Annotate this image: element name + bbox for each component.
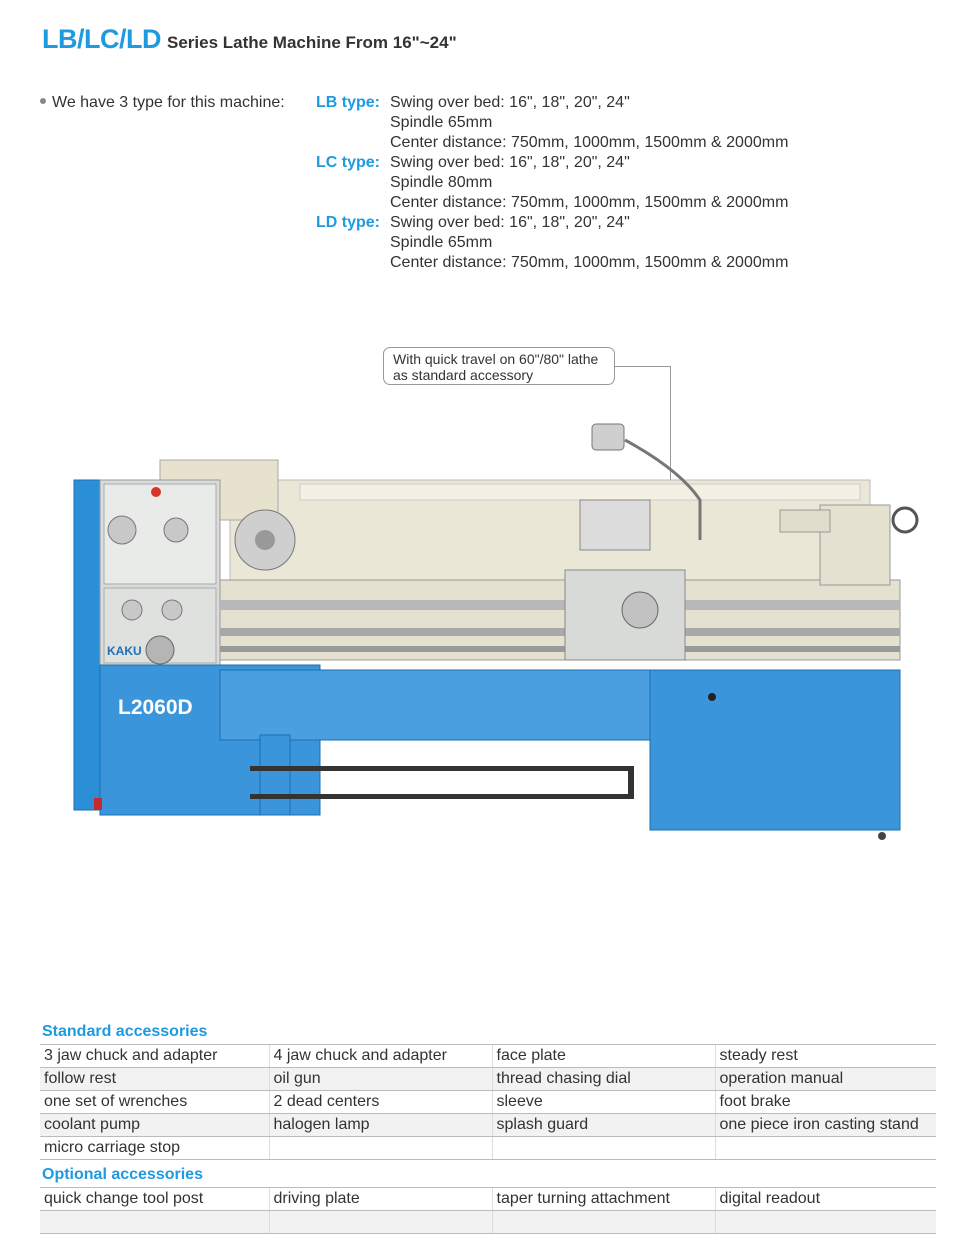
type-center: Center distance: 750mm, 1000mm, 1500mm & 2000mm [390, 194, 789, 211]
callout-line2: as standard accessory [393, 367, 534, 383]
table-cell [492, 1211, 715, 1234]
table-cell [40, 1211, 269, 1234]
table-cell: follow rest [40, 1068, 269, 1091]
table-row [40, 1211, 936, 1234]
table-cell: micro carriage stop [40, 1137, 269, 1160]
optional-accessories-table [40, 1187, 936, 1234]
table-row [40, 1068, 936, 1091]
type-spindle: Spindle 65mm [390, 114, 493, 131]
table-cell: one piece iron casting stand [715, 1114, 936, 1137]
table-cell: quick change tool post [40, 1188, 269, 1211]
type-swing: Swing over bed: 16", 18", 20", 24" [390, 94, 630, 111]
table-cell: coolant pump [40, 1114, 269, 1137]
table-cell: sleeve [492, 1091, 715, 1114]
standard-accessories-title: Standard accessories [42, 1023, 208, 1040]
type-name: LD type: [316, 214, 380, 231]
table-cell: operation manual [715, 1068, 936, 1091]
type-center: Center distance: 750mm, 1000mm, 1500mm & 2000mm [390, 254, 789, 271]
table-cell: 4 jaw chuck and adapter [269, 1045, 492, 1068]
callout-line1: With quick travel on 60"/80" lathe [393, 351, 599, 367]
table-cell [269, 1211, 492, 1234]
table-cell [269, 1137, 492, 1160]
type-swing: Swing over bed: 16", 18", 20", 24" [390, 214, 630, 231]
bullet-icon [40, 98, 46, 104]
handwheel-icon [146, 636, 174, 664]
table-cell: steady rest [715, 1045, 936, 1068]
table-cell: halogen lamp [269, 1114, 492, 1137]
quick-travel-callout [383, 347, 615, 385]
types-intro-text: We have 3 type for this machine: [52, 94, 285, 111]
table-cell: thread chasing dial [492, 1068, 715, 1091]
table-cell [715, 1211, 936, 1234]
table-cell: one set of wrenches [40, 1091, 269, 1114]
model-label: L2060D [118, 696, 193, 719]
table-row [40, 1045, 936, 1068]
table-cell [715, 1137, 936, 1160]
table-row [40, 1091, 936, 1114]
table-cell: 3 jaw chuck and adapter [40, 1045, 269, 1068]
lathe-machine-image [60, 400, 940, 860]
page-title [42, 24, 457, 55]
table-cell [492, 1137, 715, 1160]
emergency-stop-icon [151, 487, 161, 497]
table-cell: taper turning attachment [492, 1188, 715, 1211]
table-cell: splash guard [492, 1114, 715, 1137]
types-intro [40, 93, 285, 113]
tool-post [580, 500, 650, 550]
table-row [40, 1137, 936, 1160]
table-cell: face plate [492, 1045, 715, 1068]
type-spindle: Spindle 80mm [390, 174, 493, 191]
type-center: Center distance: 750mm, 1000mm, 1500mm & 2000mm [390, 134, 789, 151]
right-cabinet [650, 670, 900, 830]
callout-leader-h [615, 366, 671, 367]
table-row [40, 1188, 936, 1211]
type-swing: Swing over bed: 16", 18", 20", 24" [390, 154, 630, 171]
series-name: LB/LC/LD [42, 24, 161, 54]
table-cell: digital readout [715, 1188, 936, 1211]
type-spindle: Spindle 65mm [390, 234, 493, 251]
type-name: LC type: [316, 154, 380, 171]
table-cell: driving plate [269, 1188, 492, 1211]
table-row [40, 1114, 936, 1137]
brand-label: KAKU [107, 644, 142, 658]
type-name: LB type: [316, 94, 380, 111]
title-rest: Series Lathe Machine From 16"~24" [166, 33, 457, 52]
tailstock-handwheel-icon [893, 508, 917, 532]
table-cell: 2 dead centers [269, 1091, 492, 1114]
foot-brake-bar [250, 766, 630, 771]
table-cell: oil gun [269, 1068, 492, 1091]
optional-accessories-title: Optional accessories [42, 1166, 203, 1183]
standard-accessories-table [40, 1044, 936, 1160]
chip-tray [220, 670, 660, 740]
table-cell: foot brake [715, 1091, 936, 1114]
